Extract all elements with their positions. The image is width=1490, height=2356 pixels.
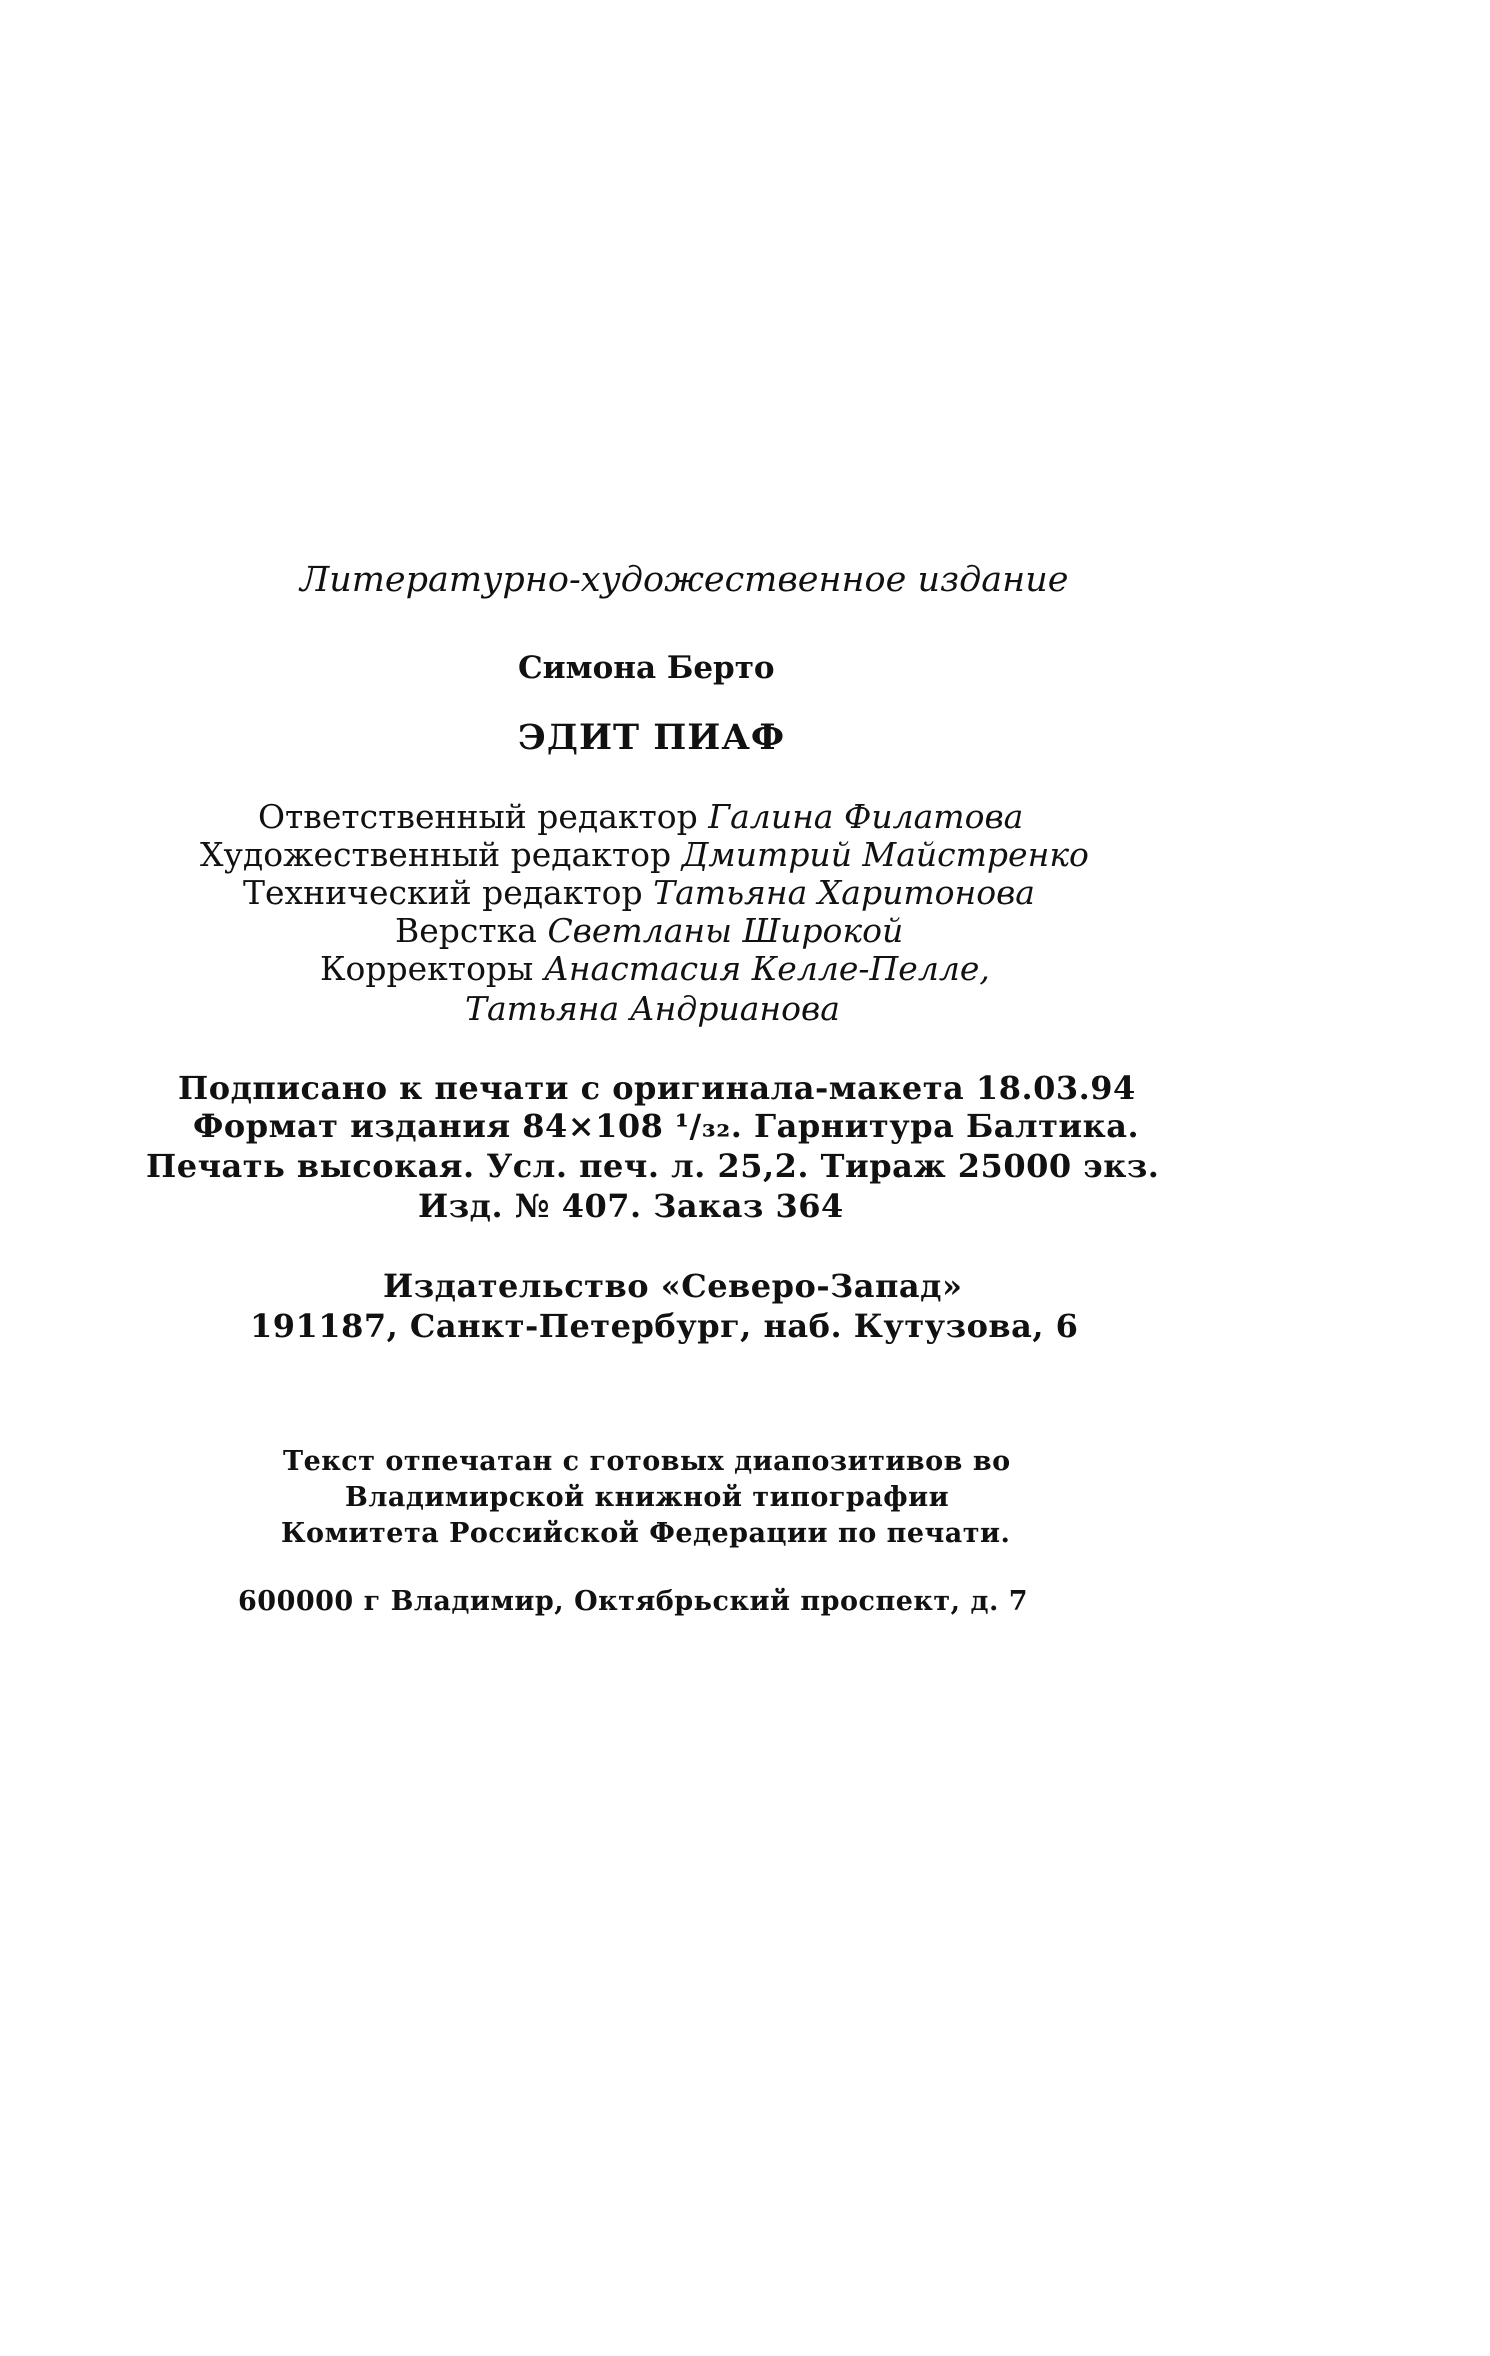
credit-role: Ответственный редактор (258, 797, 709, 836)
publisher-address: 191187, Санкт-Петербург, наб. Кутузова, 6 (250, 1307, 1079, 1345)
credit-role: Корректоры (320, 949, 544, 988)
edition-format: Формат издания 84×108 ¹/₃₂. Гарнитура Балтика. (193, 1107, 1140, 1145)
credit-proofreader-2: Татьяна Андрианова (465, 989, 840, 1028)
signed-for-print: Подписано к печати с оригинала-макета 18.03.94 (178, 1069, 1136, 1107)
author-name: Симона Берто (518, 650, 775, 686)
credit-person: Светланы Широкой (547, 911, 904, 950)
printing-note-3: Комитета Российской Федерации по печати. (281, 1518, 1011, 1549)
credit-layout (395, 911, 904, 950)
publisher-name: Издательство «Северо-Запад» (383, 1267, 963, 1305)
credit-role: Технический редактор (243, 873, 654, 912)
printing-house-address: 600000 г Владимир, Октябрьский проспект, д. 7 (238, 1586, 1029, 1617)
credit-role: Верстка (395, 911, 548, 950)
credit-technical-editor (243, 873, 1035, 912)
credit-person: Галина Филатова (708, 797, 1024, 836)
credit-person: Дмитрий Майстренко (681, 835, 1089, 874)
credit-art-editor (200, 835, 1089, 874)
print-run: Печать высокая. Усл. печ. л. 25,2. Тираж 25000 экз. (146, 1147, 1160, 1185)
printing-note-2: Владимирской книжной типографии (345, 1482, 950, 1513)
credit-role: Художественный редактор (200, 835, 682, 874)
credit-person: Анастасия Келле-Пелле, (543, 949, 990, 988)
credit-responsible-editor (258, 797, 1024, 836)
book-title: ЭДИТ ПИАФ (518, 717, 786, 758)
genre-line: Литературно-художественное издание (300, 560, 1069, 600)
printing-note-1: Текст отпечатан с готовых диапозитивов во (283, 1446, 1011, 1477)
credit-person: Татьяна Харитонова (653, 873, 1035, 912)
credit-proofreaders (320, 949, 990, 988)
order-number: Изд. № 407. Заказ 364 (418, 1187, 844, 1225)
